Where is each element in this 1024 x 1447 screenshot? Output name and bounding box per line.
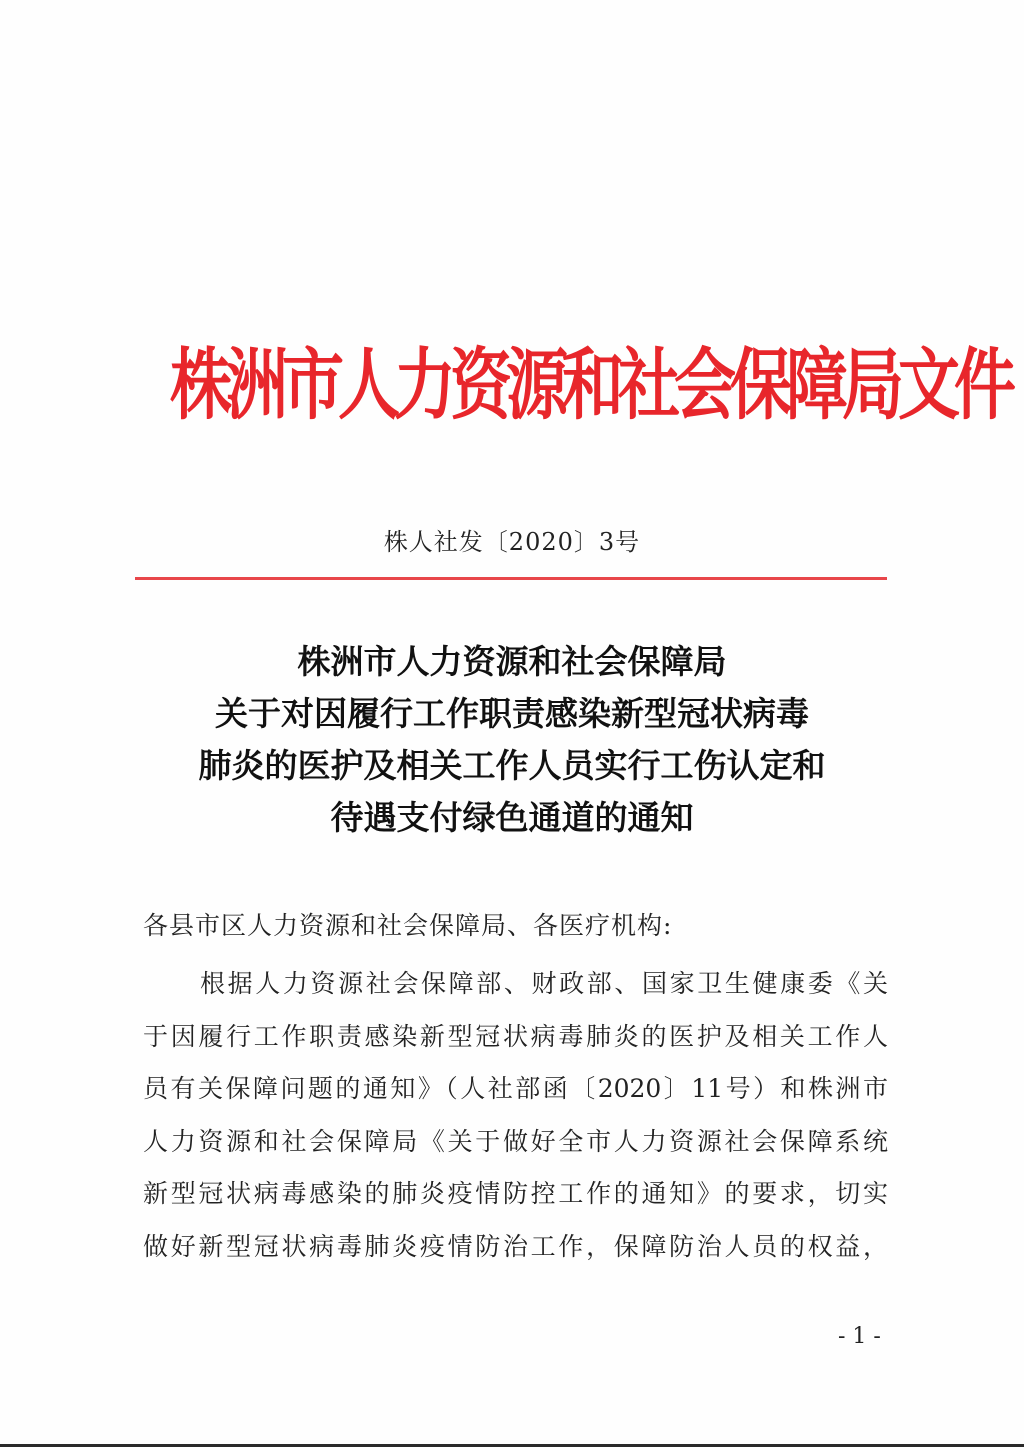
body-paragraph: [143, 958, 888, 1273]
document-masthead: 株洲市人力资源和社会保障局文件: [170, 338, 1011, 430]
body-line: 人力资源和社会保障局《关于做好全市人力资源社会保障系统: [143, 1126, 888, 1156]
title-line: 肺炎的医护及相关工作人员实行工伤认定和: [198, 746, 826, 785]
document-number: 株人社发〔2020〕3号: [383, 528, 641, 556]
salutation: 各县市区人力资源和社会保障局、各医疗机构:: [143, 911, 673, 940]
body-line: 于因履行工作职责感染新型冠状病毒肺炎的医护及相关工作人: [143, 1021, 888, 1051]
title-line: 关于对因履行工作职责感染新型冠状病毒: [215, 694, 809, 733]
body-line: 员有关保障问题的通知》（人社部函〔2020〕11号）和株洲市: [143, 1074, 888, 1103]
document-title: [100, 636, 924, 844]
body-line: 做好新型冠状病毒肺炎疫情防治工作，保障防治人员的权益，: [143, 1231, 888, 1261]
body-line: 新型冠状病毒感染的肺炎疫情防控工作的通知》的要求，切实: [143, 1179, 888, 1208]
page-number: - 1 -: [838, 1324, 881, 1349]
red-separator-line: [135, 577, 887, 580]
body-line: 根据人力资源社会保障部、财政部、国家卫生健康委《关: [200, 969, 888, 998]
title-line: 株洲市人力资源和社会保障局: [297, 642, 727, 681]
title-line: 待遇支付绿色通道的通知: [330, 798, 694, 837]
